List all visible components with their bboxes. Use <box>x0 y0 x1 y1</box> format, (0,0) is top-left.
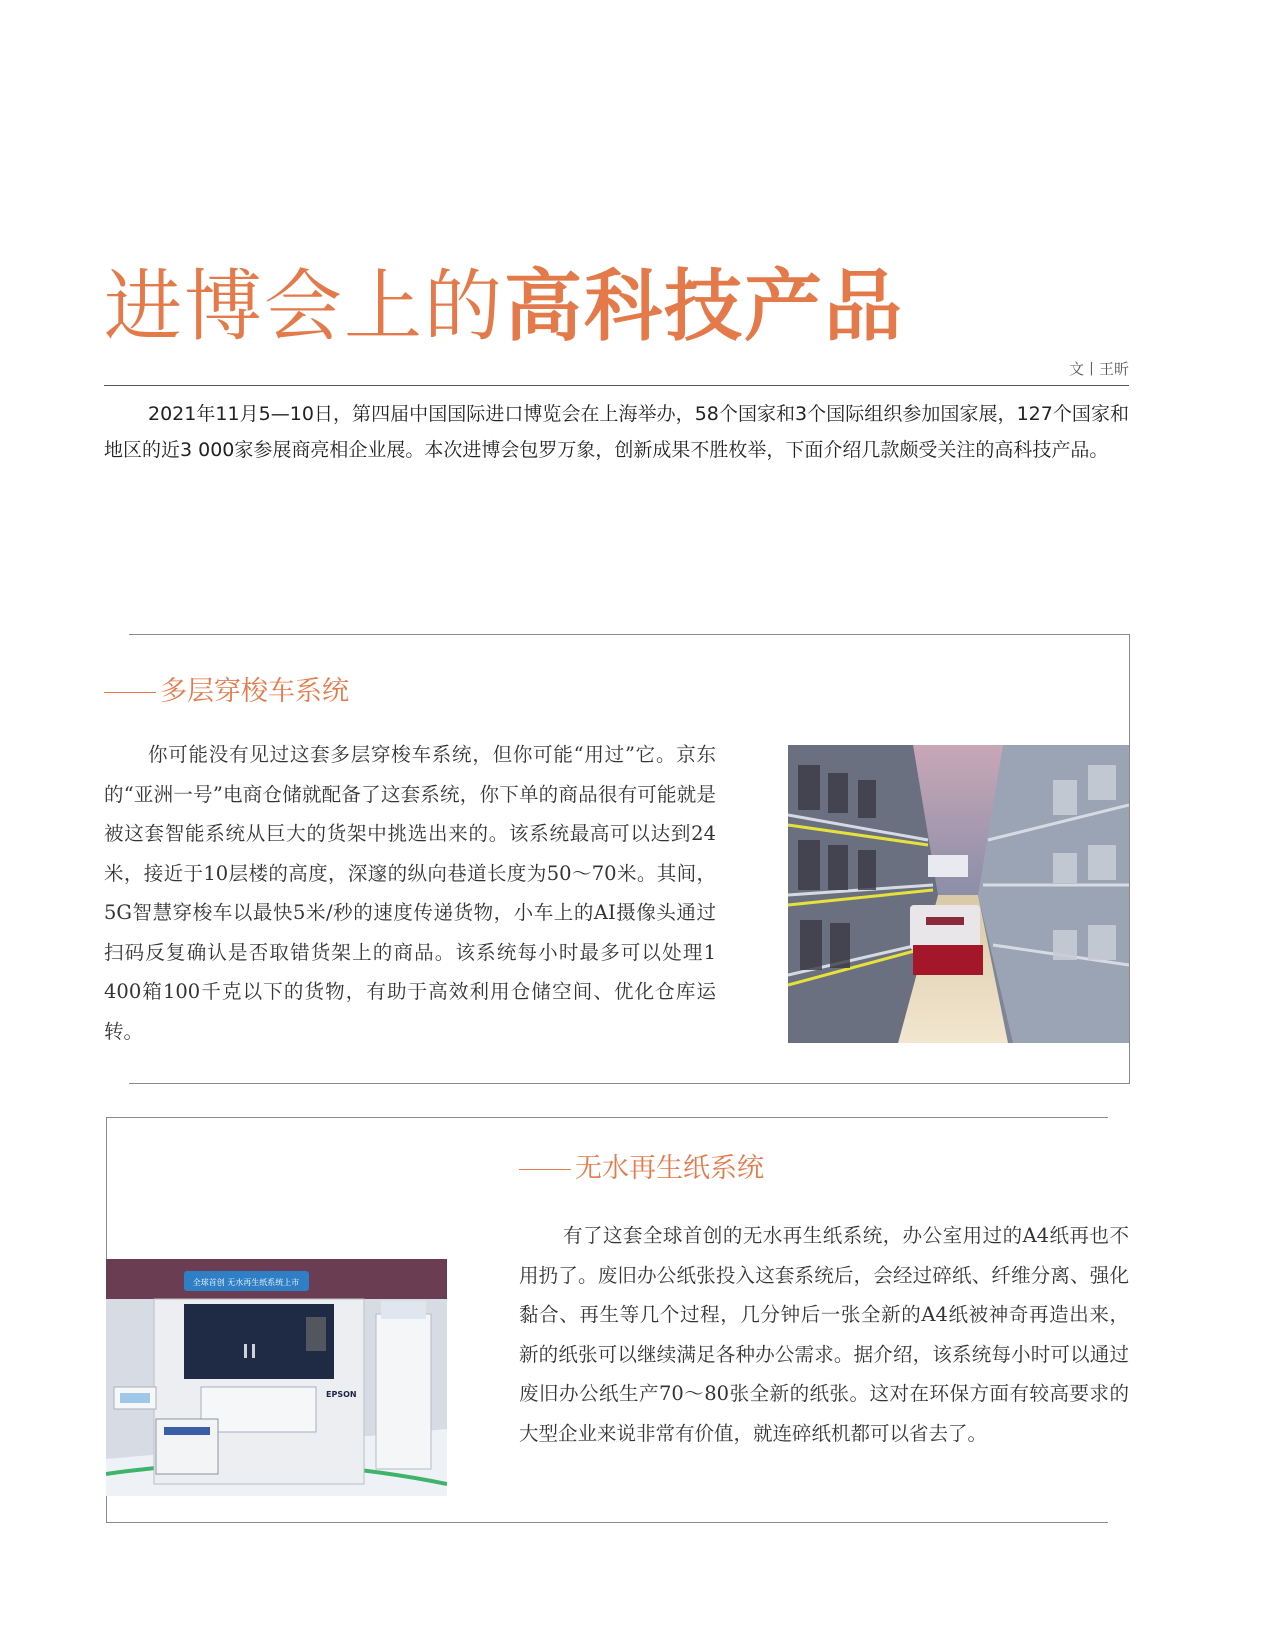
article-title <box>104 262 904 352</box>
section-heading-paper <box>519 1152 764 1186</box>
heading-dash <box>519 1169 571 1170</box>
section-heading-shuttle <box>104 675 349 709</box>
title-bold: 高科技产品 <box>504 262 905 352</box>
heading-text: 多层穿梭车系统 <box>160 676 349 707</box>
photo-sign-text: 全球首创 无水再生纸系统上市 <box>192 1278 300 1287</box>
heading-text: 无水再生纸系统 <box>575 1153 764 1184</box>
heading-dash <box>104 692 156 693</box>
paper-recycler-photo <box>106 1259 447 1496</box>
title-light: 进博会上的 <box>104 262 505 352</box>
title-rule <box>104 385 1129 386</box>
section-body-paper: 有了这套全球首创的无水再生纸系统，办公室用过的A4纸再也不用扔了。废旧办公纸张投入这套系统后，会经过碎纸、纤维分离、强化黏合、再生等几个过程，几分钟后一张全新的A4纸被神奇再造出来，新的纸张可以继续满足各种办公需求。据介绍，该系统每小时可以通过废旧办公纸生产70～80张全新的纸张。这对在环保方面有较高要求的大型企业来说非常有价值，就连碎纸机都可以省去了。 <box>519 1224 1129 1445</box>
warehouse-shuttle-photo <box>788 745 1129 1043</box>
section-body-shuttle: 你可能没有见过这套多层穿梭车系统，但你可能“用过”它。京东的“亚洲一号”电商仓储就配备了这套系统，你下单的商品很有可能就是被这套智能系统从巨大的货架中挑选出来的。该系统最高可以达到24米，接近于10层楼的高度，深邃的纵向巷道长度为50～70米。其间，5G智慧穿梭车以最快5米/秒的速度传递货物，小车上的AI摄像头通过扫码反复确认是否取错货架上的商品。该系统每小时最多可以处理1 400箱100千克以下的货物，有助于高效利用仓储空间、优化仓库运转。 <box>104 743 716 1043</box>
byline: 文丨王昕 <box>1068 360 1129 378</box>
intro-paragraph: 2021年11月5—10日，第四届中国国际进口博览会在上海举办，58个国家和3个国际组织参加国家展，127个国家和地区的近3 000家参展商亮相企业展。本次进博会包罗万象，创新成果不胜枚举，下面介绍几款颇受关注的高科技产品。 <box>104 403 1129 461</box>
photo-brand-text: EPSON <box>326 1390 357 1399</box>
